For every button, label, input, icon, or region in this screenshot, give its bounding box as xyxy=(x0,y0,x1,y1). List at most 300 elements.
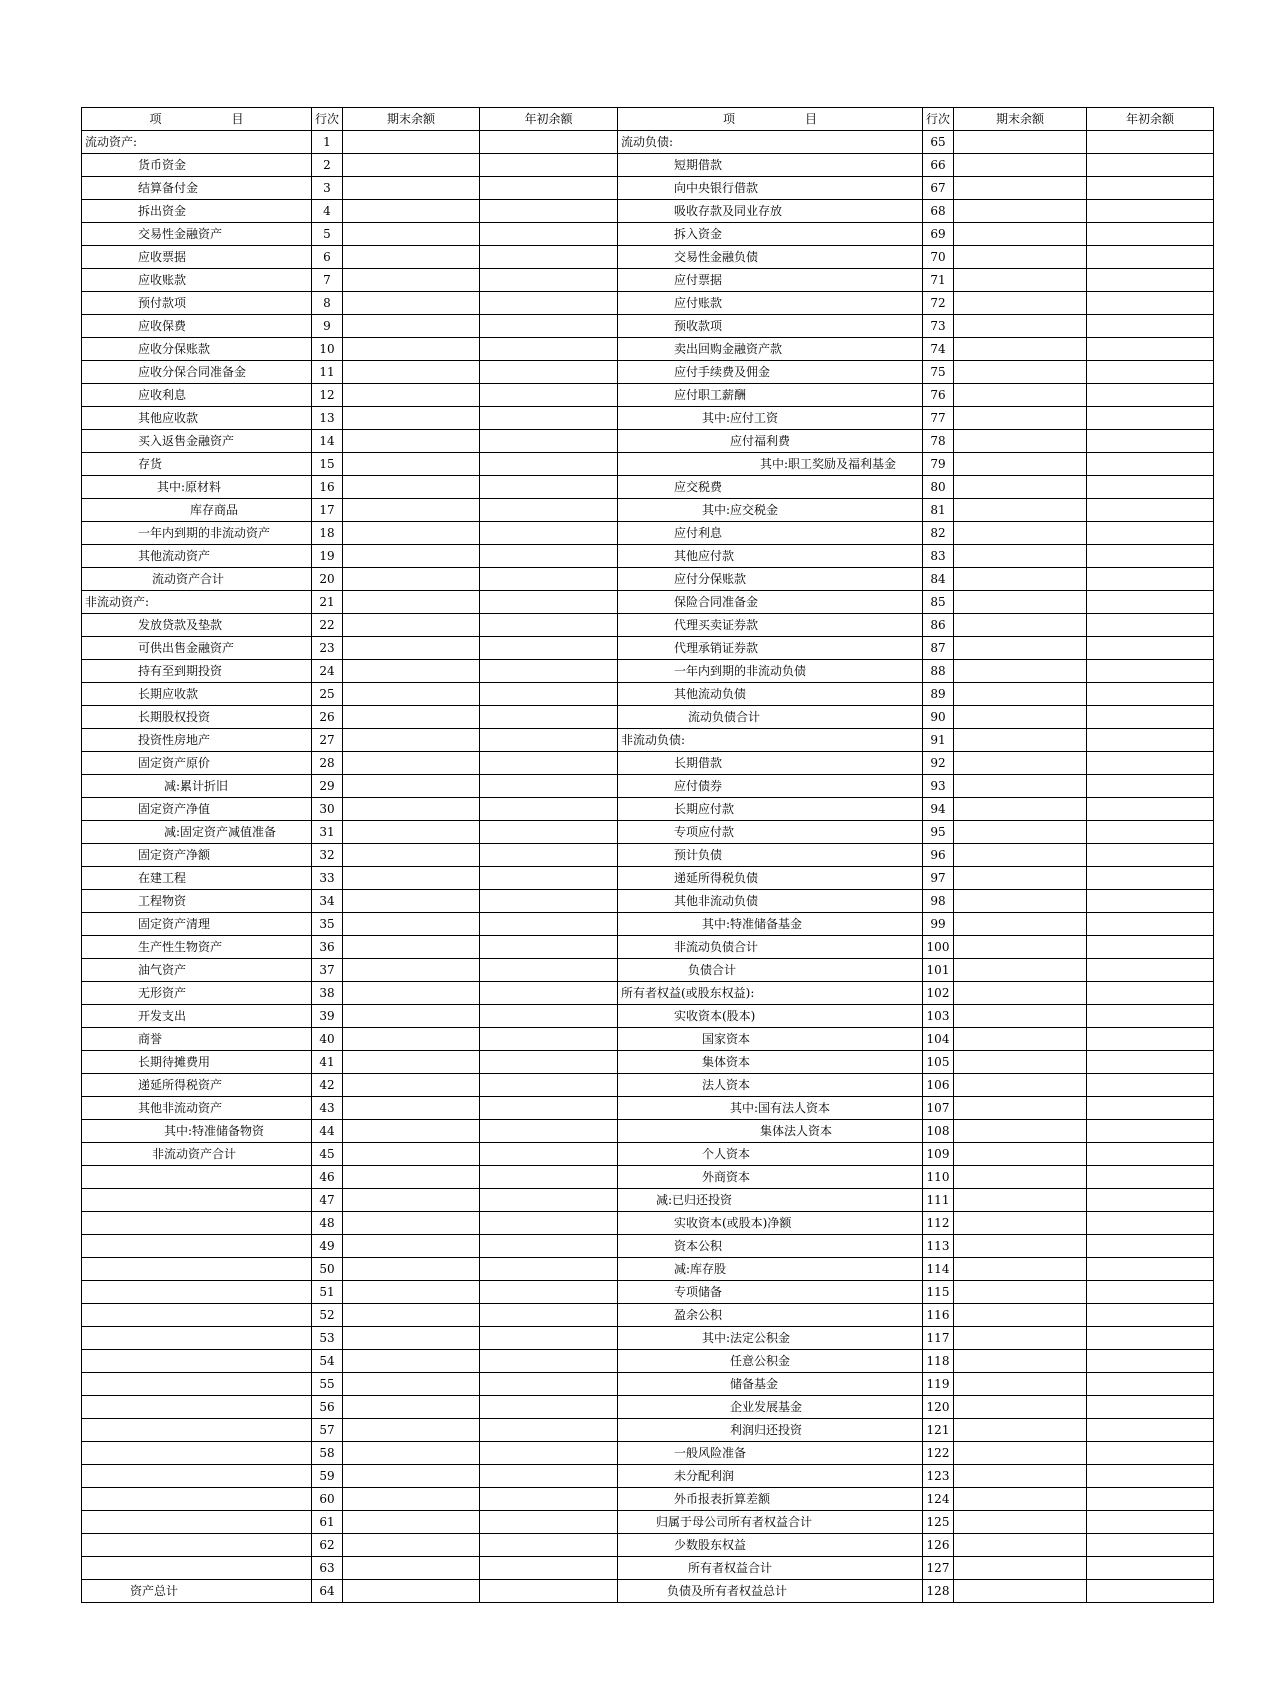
left-end-balance-cell[interactable] xyxy=(343,154,480,177)
left-end-balance-cell[interactable] xyxy=(343,1005,480,1028)
left-item-label xyxy=(82,1511,312,1534)
left-begin-balance-cell[interactable] xyxy=(480,476,618,499)
right-begin-balance-cell[interactable] xyxy=(1087,660,1214,683)
left-begin-balance-cell[interactable] xyxy=(480,1465,618,1488)
right-begin-balance-cell[interactable] xyxy=(1087,982,1214,1005)
left-item-label xyxy=(82,1327,312,1350)
left-begin-balance-cell[interactable] xyxy=(480,1212,618,1235)
left-begin-balance-cell[interactable] xyxy=(480,269,618,292)
table-body xyxy=(82,131,1214,1603)
right-begin-balance-cell[interactable] xyxy=(1087,131,1214,154)
left-end-balance-cell[interactable] xyxy=(343,1235,480,1258)
left-end-balance-cell[interactable] xyxy=(343,1580,480,1603)
left-begin-balance-cell[interactable] xyxy=(480,315,618,338)
right-end-balance-cell[interactable] xyxy=(954,407,1087,430)
right-end-balance-cell[interactable] xyxy=(954,775,1087,798)
right-begin-balance-cell[interactable] xyxy=(1087,591,1214,614)
left-end-balance-cell[interactable] xyxy=(343,292,480,315)
left-end-balance-cell[interactable] xyxy=(343,246,480,269)
right-begin-balance-cell[interactable] xyxy=(1087,775,1214,798)
right-begin-balance-cell[interactable] xyxy=(1087,1166,1214,1189)
left-end-balance-cell[interactable] xyxy=(343,683,480,706)
left-begin-balance-cell[interactable] xyxy=(480,407,618,430)
left-end-balance-cell[interactable] xyxy=(343,844,480,867)
left-begin-balance-cell[interactable] xyxy=(480,1166,618,1189)
right-begin-balance-cell[interactable] xyxy=(1087,1488,1214,1511)
right-begin-balance-cell[interactable] xyxy=(1087,1350,1214,1373)
left-begin-balance-cell[interactable] xyxy=(480,591,618,614)
right-begin-balance-cell[interactable] xyxy=(1087,683,1214,706)
right-begin-balance-cell[interactable] xyxy=(1087,223,1214,246)
left-item-label xyxy=(82,1396,312,1419)
right-end-balance-cell[interactable] xyxy=(954,660,1087,683)
right-begin-balance-cell[interactable] xyxy=(1087,430,1214,453)
left-begin-balance-cell[interactable] xyxy=(480,1580,618,1603)
right-begin-balance-cell[interactable] xyxy=(1087,1327,1214,1350)
right-end-balance-cell[interactable] xyxy=(954,246,1087,269)
left-end-balance-cell[interactable] xyxy=(343,1327,480,1350)
right-begin-balance-cell[interactable] xyxy=(1087,1212,1214,1235)
table-row xyxy=(82,1166,1214,1189)
left-end-balance-cell[interactable] xyxy=(343,453,480,476)
right-end-balance-cell[interactable] xyxy=(954,959,1087,982)
right-end-balance-cell[interactable] xyxy=(954,545,1087,568)
right-begin-balance-cell[interactable] xyxy=(1087,913,1214,936)
right-begin-balance-cell[interactable] xyxy=(1087,292,1214,315)
left-begin-balance-cell[interactable] xyxy=(480,223,618,246)
right-end-balance-cell[interactable] xyxy=(954,269,1087,292)
left-begin-balance-cell[interactable] xyxy=(480,614,618,637)
right-end-balance-cell[interactable] xyxy=(954,1580,1087,1603)
right-end-balance-cell[interactable] xyxy=(954,1557,1087,1580)
right-begin-balance-cell[interactable] xyxy=(1087,154,1214,177)
right-end-balance-cell[interactable] xyxy=(954,706,1087,729)
left-end-balance-cell[interactable] xyxy=(343,361,480,384)
left-end-balance-cell[interactable] xyxy=(343,499,480,522)
right-end-balance-cell[interactable] xyxy=(954,384,1087,407)
left-begin-balance-cell[interactable] xyxy=(480,453,618,476)
left-end-balance-cell[interactable] xyxy=(343,407,480,430)
left-item-label xyxy=(82,1258,312,1281)
right-begin-balance-cell[interactable] xyxy=(1087,1281,1214,1304)
right-begin-balance-cell[interactable] xyxy=(1087,568,1214,591)
left-begin-balance-cell[interactable] xyxy=(480,913,618,936)
left-begin-balance-cell[interactable] xyxy=(480,867,618,890)
table-row xyxy=(82,476,1214,499)
left-begin-balance-cell[interactable] xyxy=(480,361,618,384)
left-end-balance-cell[interactable] xyxy=(343,614,480,637)
left-begin-balance-cell[interactable] xyxy=(480,430,618,453)
left-begin-balance-cell[interactable] xyxy=(480,1258,618,1281)
left-begin-balance-cell[interactable] xyxy=(480,660,618,683)
left-begin-balance-cell[interactable] xyxy=(480,752,618,775)
right-row-no: 71 xyxy=(923,269,954,292)
left-end-balance-cell[interactable] xyxy=(343,1281,480,1304)
left-begin-balance-cell[interactable] xyxy=(480,1074,618,1097)
right-begin-balance-cell[interactable] xyxy=(1087,499,1214,522)
left-begin-balance-cell[interactable] xyxy=(480,1281,618,1304)
right-end-balance-cell[interactable] xyxy=(954,177,1087,200)
left-begin-balance-cell[interactable] xyxy=(480,499,618,522)
left-end-balance-cell[interactable] xyxy=(343,1442,480,1465)
left-end-balance-cell[interactable] xyxy=(343,568,480,591)
left-item-label: 应收分保合同准备金 xyxy=(82,361,312,384)
left-end-balance-cell[interactable] xyxy=(343,1373,480,1396)
right-row-no: 70 xyxy=(923,246,954,269)
right-begin-balance-cell[interactable] xyxy=(1087,1097,1214,1120)
left-begin-balance-cell[interactable] xyxy=(480,292,618,315)
right-begin-balance-cell[interactable] xyxy=(1087,637,1214,660)
right-end-balance-cell[interactable] xyxy=(954,683,1087,706)
right-end-balance-cell[interactable] xyxy=(954,1419,1087,1442)
table-row xyxy=(82,1074,1214,1097)
left-item-label xyxy=(82,1534,312,1557)
right-end-balance-cell[interactable] xyxy=(954,499,1087,522)
left-end-balance-cell[interactable] xyxy=(343,1557,480,1580)
right-begin-balance-cell[interactable] xyxy=(1087,315,1214,338)
right-begin-balance-cell[interactable] xyxy=(1087,200,1214,223)
right-row-no: 110 xyxy=(923,1166,954,1189)
right-begin-balance-cell[interactable] xyxy=(1087,729,1214,752)
right-end-balance-cell[interactable] xyxy=(954,1005,1087,1028)
right-begin-balance-cell[interactable] xyxy=(1087,614,1214,637)
right-item-label: 其他非流动负债 xyxy=(618,890,923,913)
left-end-balance-cell[interactable] xyxy=(343,522,480,545)
right-end-balance-cell[interactable] xyxy=(954,1028,1087,1051)
right-end-balance-cell[interactable] xyxy=(954,131,1087,154)
right-end-balance-cell[interactable] xyxy=(954,936,1087,959)
left-end-balance-cell[interactable] xyxy=(343,1511,480,1534)
right-end-balance-cell[interactable] xyxy=(954,614,1087,637)
left-begin-balance-cell[interactable] xyxy=(480,1304,618,1327)
left-end-balance-cell[interactable] xyxy=(343,959,480,982)
left-row-no: 26 xyxy=(312,706,343,729)
left-begin-balance-cell[interactable] xyxy=(480,982,618,1005)
left-end-balance-cell[interactable] xyxy=(343,936,480,959)
left-end-balance-cell[interactable] xyxy=(343,1488,480,1511)
right-row-no: 78 xyxy=(923,430,954,453)
left-end-balance-cell[interactable] xyxy=(343,200,480,223)
left-begin-balance-cell[interactable] xyxy=(480,568,618,591)
right-end-balance-cell[interactable] xyxy=(954,292,1087,315)
right-begin-balance-cell[interactable] xyxy=(1087,1051,1214,1074)
right-begin-balance-cell[interactable] xyxy=(1087,1143,1214,1166)
left-begin-balance-cell[interactable] xyxy=(480,1327,618,1350)
left-end-balance-cell[interactable] xyxy=(343,637,480,660)
left-begin-balance-cell[interactable] xyxy=(480,637,618,660)
right-end-balance-cell[interactable] xyxy=(954,1143,1087,1166)
balance-sheet-table xyxy=(81,107,1214,1603)
left-end-balance-cell[interactable] xyxy=(343,706,480,729)
right-begin-balance-cell[interactable] xyxy=(1087,1258,1214,1281)
left-begin-balance-cell[interactable] xyxy=(480,775,618,798)
left-end-balance-cell[interactable] xyxy=(343,269,480,292)
left-end-balance-cell[interactable] xyxy=(343,798,480,821)
left-begin-balance-cell[interactable] xyxy=(480,1534,618,1557)
left-begin-balance-cell[interactable] xyxy=(480,1051,618,1074)
left-end-balance-cell[interactable] xyxy=(343,1097,480,1120)
right-end-balance-cell[interactable] xyxy=(954,821,1087,844)
right-end-balance-cell[interactable] xyxy=(954,1442,1087,1465)
right-row-no: 69 xyxy=(923,223,954,246)
right-end-balance-cell[interactable] xyxy=(954,223,1087,246)
left-begin-balance-cell[interactable] xyxy=(480,384,618,407)
left-end-balance-cell[interactable] xyxy=(343,430,480,453)
right-begin-balance-cell[interactable] xyxy=(1087,1442,1214,1465)
right-end-balance-cell[interactable] xyxy=(954,1373,1087,1396)
right-end-balance-cell[interactable] xyxy=(954,1120,1087,1143)
left-row-no: 50 xyxy=(312,1258,343,1281)
right-begin-balance-cell[interactable] xyxy=(1087,246,1214,269)
left-end-balance-cell[interactable] xyxy=(343,1074,480,1097)
right-item-label: 流动负债: xyxy=(618,131,923,154)
right-begin-balance-cell[interactable] xyxy=(1087,1028,1214,1051)
left-end-balance-cell[interactable] xyxy=(343,1396,480,1419)
left-end-balance-cell[interactable] xyxy=(343,315,480,338)
left-begin-balance-cell[interactable] xyxy=(480,959,618,982)
left-begin-balance-cell[interactable] xyxy=(480,246,618,269)
left-end-balance-cell[interactable] xyxy=(343,223,480,246)
right-begin-balance-cell[interactable] xyxy=(1087,936,1214,959)
right-begin-balance-cell[interactable] xyxy=(1087,706,1214,729)
right-end-balance-cell[interactable] xyxy=(954,1235,1087,1258)
left-begin-balance-cell[interactable] xyxy=(480,1120,618,1143)
left-begin-balance-cell[interactable] xyxy=(480,1557,618,1580)
table-row xyxy=(82,844,1214,867)
right-end-balance-cell[interactable] xyxy=(954,1534,1087,1557)
right-end-balance-cell[interactable] xyxy=(954,1258,1087,1281)
right-begin-balance-cell[interactable] xyxy=(1087,1235,1214,1258)
right-end-balance-cell[interactable] xyxy=(954,867,1087,890)
right-begin-balance-cell[interactable] xyxy=(1087,1419,1214,1442)
left-end-balance-cell[interactable] xyxy=(343,476,480,499)
right-begin-balance-cell[interactable] xyxy=(1087,453,1214,476)
right-begin-balance-cell[interactable] xyxy=(1087,798,1214,821)
right-begin-balance-cell[interactable] xyxy=(1087,1189,1214,1212)
right-end-balance-cell[interactable] xyxy=(954,154,1087,177)
right-begin-balance-cell[interactable] xyxy=(1087,522,1214,545)
left-end-balance-cell[interactable] xyxy=(343,729,480,752)
right-item-label: 所有者权益合计 xyxy=(618,1557,923,1580)
right-begin-balance-cell[interactable] xyxy=(1087,407,1214,430)
right-begin-balance-cell[interactable] xyxy=(1087,177,1214,200)
right-begin-balance-cell[interactable] xyxy=(1087,959,1214,982)
left-end-balance-cell[interactable] xyxy=(343,1143,480,1166)
left-row-no: 11 xyxy=(312,361,343,384)
left-end-balance-cell[interactable] xyxy=(343,1304,480,1327)
right-begin-balance-cell[interactable] xyxy=(1087,338,1214,361)
right-begin-balance-cell[interactable] xyxy=(1087,476,1214,499)
right-begin-balance-cell[interactable] xyxy=(1087,1511,1214,1534)
left-end-balance-cell[interactable] xyxy=(343,821,480,844)
left-begin-balance-cell[interactable] xyxy=(480,1189,618,1212)
table-row xyxy=(82,568,1214,591)
right-begin-balance-cell[interactable] xyxy=(1087,1580,1214,1603)
right-end-balance-cell[interactable] xyxy=(954,1281,1087,1304)
table-row xyxy=(82,1005,1214,1028)
right-end-balance-cell[interactable] xyxy=(954,798,1087,821)
right-end-balance-cell[interactable] xyxy=(954,1327,1087,1350)
right-begin-balance-cell[interactable] xyxy=(1087,752,1214,775)
left-begin-balance-cell[interactable] xyxy=(480,1235,618,1258)
left-item-label: 其中:特准储备物资 xyxy=(82,1120,312,1143)
right-row-no: 119 xyxy=(923,1373,954,1396)
right-begin-balance-cell[interactable] xyxy=(1087,821,1214,844)
right-end-balance-cell[interactable] xyxy=(954,522,1087,545)
left-item-label: 库存商品 xyxy=(82,499,312,522)
right-begin-balance-cell[interactable] xyxy=(1087,1074,1214,1097)
left-begin-balance-cell[interactable] xyxy=(480,890,618,913)
right-end-balance-cell[interactable] xyxy=(954,1074,1087,1097)
right-begin-balance-cell[interactable] xyxy=(1087,1534,1214,1557)
left-begin-balance-cell[interactable] xyxy=(480,1419,618,1442)
table-row xyxy=(82,959,1214,982)
right-end-balance-cell[interactable] xyxy=(954,752,1087,775)
left-end-balance-cell[interactable] xyxy=(343,1051,480,1074)
right-item-label: 资本公积 xyxy=(618,1235,923,1258)
right-end-balance-cell[interactable] xyxy=(954,1051,1087,1074)
left-end-balance-cell[interactable] xyxy=(343,545,480,568)
left-end-balance-cell[interactable] xyxy=(343,890,480,913)
left-begin-balance-cell[interactable] xyxy=(480,1396,618,1419)
left-begin-balance-cell[interactable] xyxy=(480,338,618,361)
right-end-balance-cell[interactable] xyxy=(954,729,1087,752)
right-begin-balance-cell[interactable] xyxy=(1087,1557,1214,1580)
left-end-balance-cell[interactable] xyxy=(343,1465,480,1488)
right-item-label: 外币报表折算差额 xyxy=(618,1488,923,1511)
left-end-balance-cell[interactable] xyxy=(343,660,480,683)
right-end-balance-cell[interactable] xyxy=(954,361,1087,384)
right-begin-balance-cell[interactable] xyxy=(1087,890,1214,913)
right-end-balance-cell[interactable] xyxy=(954,982,1087,1005)
left-begin-balance-cell[interactable] xyxy=(480,798,618,821)
right-begin-balance-cell[interactable] xyxy=(1087,1465,1214,1488)
left-begin-balance-cell[interactable] xyxy=(480,729,618,752)
left-begin-balance-cell[interactable] xyxy=(480,1373,618,1396)
left-end-balance-cell[interactable] xyxy=(343,1166,480,1189)
right-begin-balance-cell[interactable] xyxy=(1087,1396,1214,1419)
right-end-balance-cell[interactable] xyxy=(954,568,1087,591)
right-item-label: 专项储备 xyxy=(618,1281,923,1304)
right-end-balance-cell[interactable] xyxy=(954,1488,1087,1511)
right-end-balance-cell[interactable] xyxy=(954,1396,1087,1419)
left-begin-balance-cell[interactable] xyxy=(480,1350,618,1373)
right-begin-balance-cell[interactable] xyxy=(1087,545,1214,568)
left-begin-balance-cell[interactable] xyxy=(480,936,618,959)
left-begin-balance-cell[interactable] xyxy=(480,1028,618,1051)
left-end-balance-cell[interactable] xyxy=(343,1120,480,1143)
left-end-balance-cell[interactable] xyxy=(343,1028,480,1051)
right-end-balance-cell[interactable] xyxy=(954,1511,1087,1534)
right-row-no: 121 xyxy=(923,1419,954,1442)
left-begin-balance-cell[interactable] xyxy=(480,131,618,154)
table-row xyxy=(82,1097,1214,1120)
left-begin-balance-cell[interactable] xyxy=(480,1143,618,1166)
right-begin-balance-cell[interactable] xyxy=(1087,269,1214,292)
right-begin-balance-cell[interactable] xyxy=(1087,1005,1214,1028)
right-end-balance-cell[interactable] xyxy=(954,476,1087,499)
right-end-balance-cell[interactable] xyxy=(954,844,1087,867)
left-begin-balance-cell[interactable] xyxy=(480,1511,618,1534)
left-begin-balance-cell[interactable] xyxy=(480,1005,618,1028)
header-item-right: 项 目 xyxy=(618,108,923,131)
left-end-balance-cell[interactable] xyxy=(343,338,480,361)
right-begin-balance-cell[interactable] xyxy=(1087,1304,1214,1327)
left-end-balance-cell[interactable] xyxy=(343,867,480,890)
right-end-balance-cell[interactable] xyxy=(954,315,1087,338)
right-begin-balance-cell[interactable] xyxy=(1087,384,1214,407)
left-begin-balance-cell[interactable] xyxy=(480,1442,618,1465)
right-end-balance-cell[interactable] xyxy=(954,430,1087,453)
right-row-no: 95 xyxy=(923,821,954,844)
right-row-no: 117 xyxy=(923,1327,954,1350)
right-end-balance-cell[interactable] xyxy=(954,200,1087,223)
left-begin-balance-cell[interactable] xyxy=(480,154,618,177)
right-end-balance-cell[interactable] xyxy=(954,913,1087,936)
left-end-balance-cell[interactable] xyxy=(343,591,480,614)
right-end-balance-cell[interactable] xyxy=(954,338,1087,361)
right-end-balance-cell[interactable] xyxy=(954,1465,1087,1488)
table-row xyxy=(82,936,1214,959)
left-begin-balance-cell[interactable] xyxy=(480,522,618,545)
left-end-balance-cell[interactable] xyxy=(343,775,480,798)
right-end-balance-cell[interactable] xyxy=(954,1189,1087,1212)
right-end-balance-cell[interactable] xyxy=(954,591,1087,614)
right-begin-balance-cell[interactable] xyxy=(1087,1373,1214,1396)
right-end-balance-cell[interactable] xyxy=(954,1304,1087,1327)
right-end-balance-cell[interactable] xyxy=(954,890,1087,913)
left-begin-balance-cell[interactable] xyxy=(480,1488,618,1511)
left-end-balance-cell[interactable] xyxy=(343,1189,480,1212)
right-end-balance-cell[interactable] xyxy=(954,1212,1087,1235)
left-end-balance-cell[interactable] xyxy=(343,131,480,154)
left-begin-balance-cell[interactable] xyxy=(480,200,618,223)
left-item-label: 其他非流动资产 xyxy=(82,1097,312,1120)
right-begin-balance-cell[interactable] xyxy=(1087,844,1214,867)
right-end-balance-cell[interactable] xyxy=(954,1166,1087,1189)
right-end-balance-cell[interactable] xyxy=(954,453,1087,476)
right-begin-balance-cell[interactable] xyxy=(1087,361,1214,384)
right-end-balance-cell[interactable] xyxy=(954,1097,1087,1120)
left-item-label: 应收账款 xyxy=(82,269,312,292)
left-begin-balance-cell[interactable] xyxy=(480,821,618,844)
left-begin-balance-cell[interactable] xyxy=(480,683,618,706)
left-end-balance-cell[interactable] xyxy=(343,913,480,936)
left-begin-balance-cell[interactable] xyxy=(480,177,618,200)
left-begin-balance-cell[interactable] xyxy=(480,706,618,729)
left-end-balance-cell[interactable] xyxy=(343,384,480,407)
left-end-balance-cell[interactable] xyxy=(343,1212,480,1235)
left-begin-balance-cell[interactable] xyxy=(480,545,618,568)
left-end-balance-cell[interactable] xyxy=(343,177,480,200)
table-row xyxy=(82,867,1214,890)
left-end-balance-cell[interactable] xyxy=(343,752,480,775)
left-end-balance-cell[interactable] xyxy=(343,982,480,1005)
right-begin-balance-cell[interactable] xyxy=(1087,1120,1214,1143)
left-end-balance-cell[interactable] xyxy=(343,1534,480,1557)
left-end-balance-cell[interactable] xyxy=(343,1419,480,1442)
right-end-balance-cell[interactable] xyxy=(954,1350,1087,1373)
left-end-balance-cell[interactable] xyxy=(343,1258,480,1281)
table-row xyxy=(82,522,1214,545)
left-begin-balance-cell[interactable] xyxy=(480,844,618,867)
left-begin-balance-cell[interactable] xyxy=(480,1097,618,1120)
left-end-balance-cell[interactable] xyxy=(343,1350,480,1373)
right-end-balance-cell[interactable] xyxy=(954,637,1087,660)
right-begin-balance-cell[interactable] xyxy=(1087,867,1214,890)
right-row-no: 120 xyxy=(923,1396,954,1419)
left-item-label xyxy=(82,1373,312,1396)
